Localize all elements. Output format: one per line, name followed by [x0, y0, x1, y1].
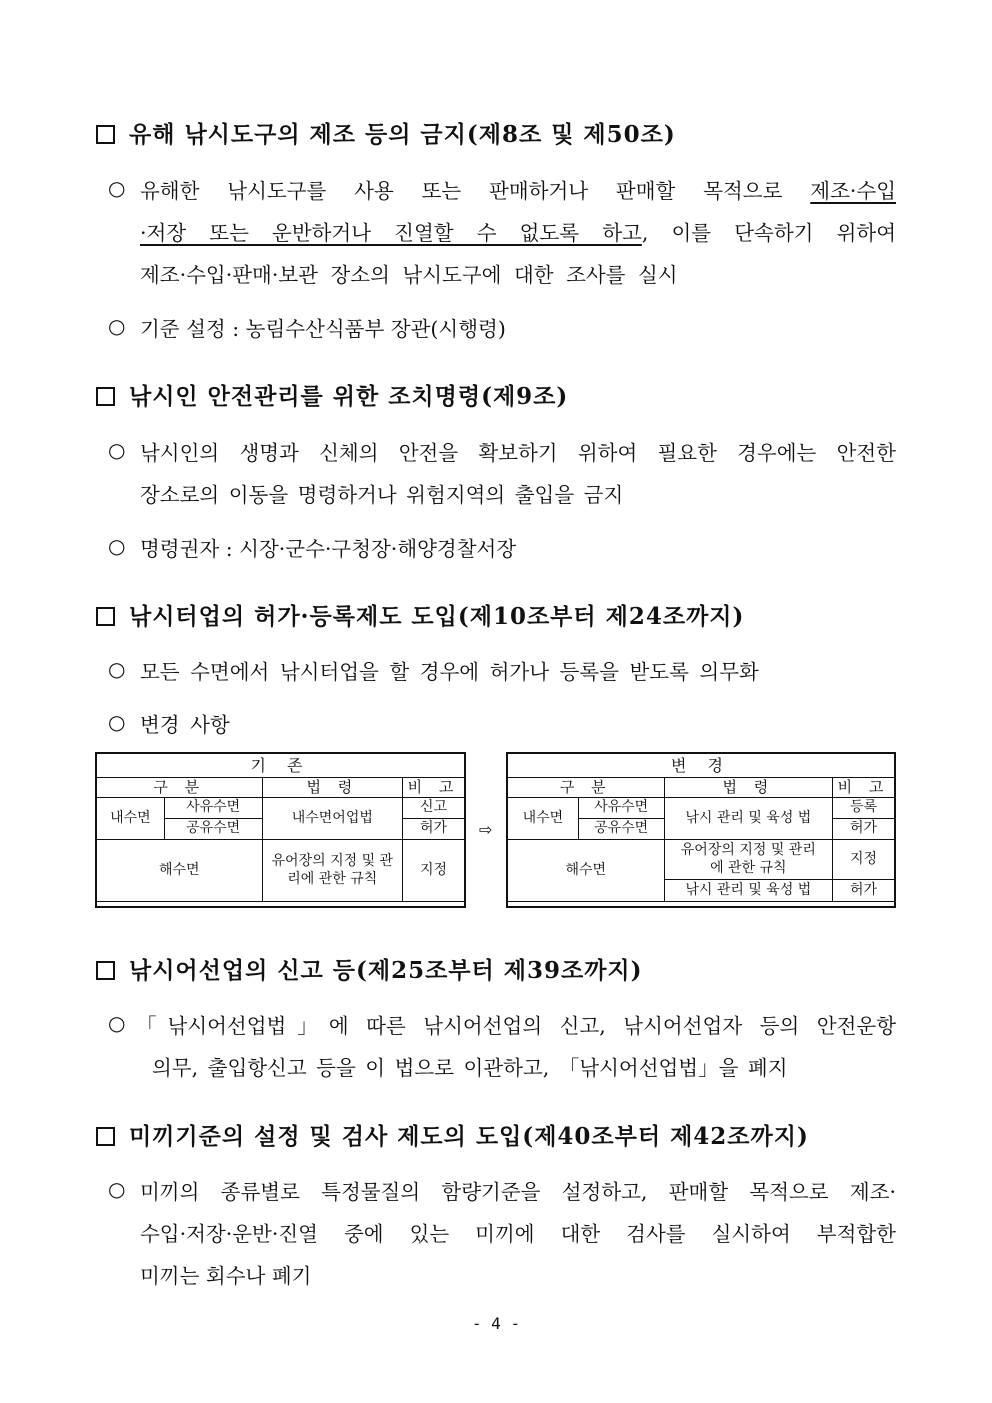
body-line: 의무, 출입항신고 등을 이 법으로 이관하고, 「낚시어선업법」을 폐지 [152, 1056, 788, 1080]
body-line: 유해한 낚시도구를 사용 또는 판매하거나 판매할 목적으로 제조·수입 [140, 179, 896, 203]
cell-inland: 내수면 [97, 798, 165, 840]
cell-sea-note-1: 지정 [833, 840, 895, 880]
cell-sea-law-2: 낚시 관리 및 육성 법 [664, 880, 833, 902]
cell-inland-law: 내수면어업법 [262, 798, 403, 840]
bullet-circle-icon: ○ [108, 710, 126, 734]
header-note: 비 고 [403, 778, 465, 798]
bullet-circle-icon: ○ [108, 438, 126, 462]
section-heading-3: 낚시터업의 허가·등록제도 도입(제10조부터 제24조까지) [96, 598, 744, 631]
header-category: 구 분 [508, 778, 665, 798]
header-category: 구 분 [97, 778, 263, 798]
table-before-border [95, 752, 466, 908]
table-title: 변 경 [508, 754, 895, 778]
cell-sea: 해수면 [97, 840, 263, 902]
body-line: 기준 설정 : 농림수산식품부 장관(시행령) [140, 317, 506, 341]
cell-public: 공유수면 [578, 819, 664, 840]
header-note: 비 고 [833, 778, 895, 798]
section-heading-1: 유해 낚시도구의 제조 등의 금지(제8조 및 제50조) [96, 116, 676, 149]
section-heading-5: 미끼기준의 설정 및 검사 제도의 도입(제40조부터 제42조까지) [96, 1118, 809, 1151]
body-line: ·저장 또는 운반하거나 진열할 수 없도록 하고, 이를 단속하기 위하여 [140, 221, 896, 245]
cell-sea-note: 지정 [403, 840, 465, 902]
bullet-circle-icon: ○ [108, 314, 126, 338]
bullet-circle-icon: ○ [108, 1177, 126, 1201]
header-law: 법 령 [664, 778, 833, 798]
bullet-circle-icon: ○ [108, 176, 126, 200]
cell-inland: 내수면 [508, 798, 579, 840]
checkbox-square-icon [96, 1127, 115, 1146]
cell-private-note: 등록 [833, 798, 895, 819]
cell-public-note: 허가 [403, 819, 465, 840]
checkbox-square-icon [96, 961, 115, 980]
header-law: 법 령 [262, 778, 403, 798]
cell-sea-law-1: 유어장의 지정 및 관리에 관한 규칙 [664, 840, 833, 880]
cell-private: 사유수면 [578, 798, 664, 819]
table-title: 기 존 [97, 754, 465, 778]
cell-sea-law: 유어장의 지정 및 관리에 관한 규칙 [262, 840, 403, 902]
section-heading-4: 낚시어선업의 신고 등(제25조부터 제39조까지) [96, 952, 643, 985]
arrow-right-icon: ⇨ [479, 820, 493, 839]
checkbox-square-icon [96, 387, 115, 406]
cell-sea: 해수면 [508, 840, 665, 902]
checkbox-square-icon [96, 125, 115, 144]
body-line: 수입·저장·운반·진열 중에 있는 미끼에 대한 검사를 실시하여 부적합한 [140, 1222, 896, 1246]
cell-inland-law: 낚시 관리 및 육성 법 [664, 798, 833, 840]
body-line: 장소로의 이동을 명령하거나 위험지역의 출입을 금지 [140, 483, 624, 507]
cell-public: 공유수면 [164, 819, 262, 840]
cell-sea-note-2: 허가 [833, 880, 895, 902]
cell-private: 사유수면 [164, 798, 262, 819]
body-line: 미끼는 회수나 폐기 [140, 1264, 312, 1288]
body-line: 낚시인의 생명과 신체의 안전을 확보하기 위하여 필요한 경우에는 안전한 [140, 441, 896, 465]
table-after-border [506, 752, 896, 908]
cell-private-note: 신고 [403, 798, 465, 819]
checkbox-square-icon [96, 607, 115, 626]
body-line: 변경 사항 [140, 713, 230, 737]
body-line: 모든 수면에서 낚시터업을 할 경우에 허가나 등록을 받도록 의무화 [140, 660, 759, 684]
bullet-circle-icon: ○ [108, 1011, 126, 1035]
body-line: 「낚시어선업법」에 따른 낚시어선업의 신고, 낚시어선업자 등의 안전운항 [136, 1014, 896, 1038]
section-heading-2: 낚시인 안전관리를 위한 조치명령(제9조) [96, 378, 568, 411]
body-line: 제조·수입·판매·보관 장소의 낚시도구에 대한 조사를 실시 [140, 263, 678, 287]
bullet-circle-icon: ○ [108, 534, 126, 558]
bullet-circle-icon: ○ [108, 657, 126, 681]
page-number: - 4 - [471, 1314, 521, 1333]
body-line: 미끼의 종류별로 특정물질의 함량기준을 설정하고, 판매할 목적으로 제조· [140, 1180, 896, 1204]
cell-public-note: 허가 [833, 819, 895, 840]
body-line: 명령권자 : 시장·군수·구청장·해양경찰서장 [140, 537, 517, 561]
